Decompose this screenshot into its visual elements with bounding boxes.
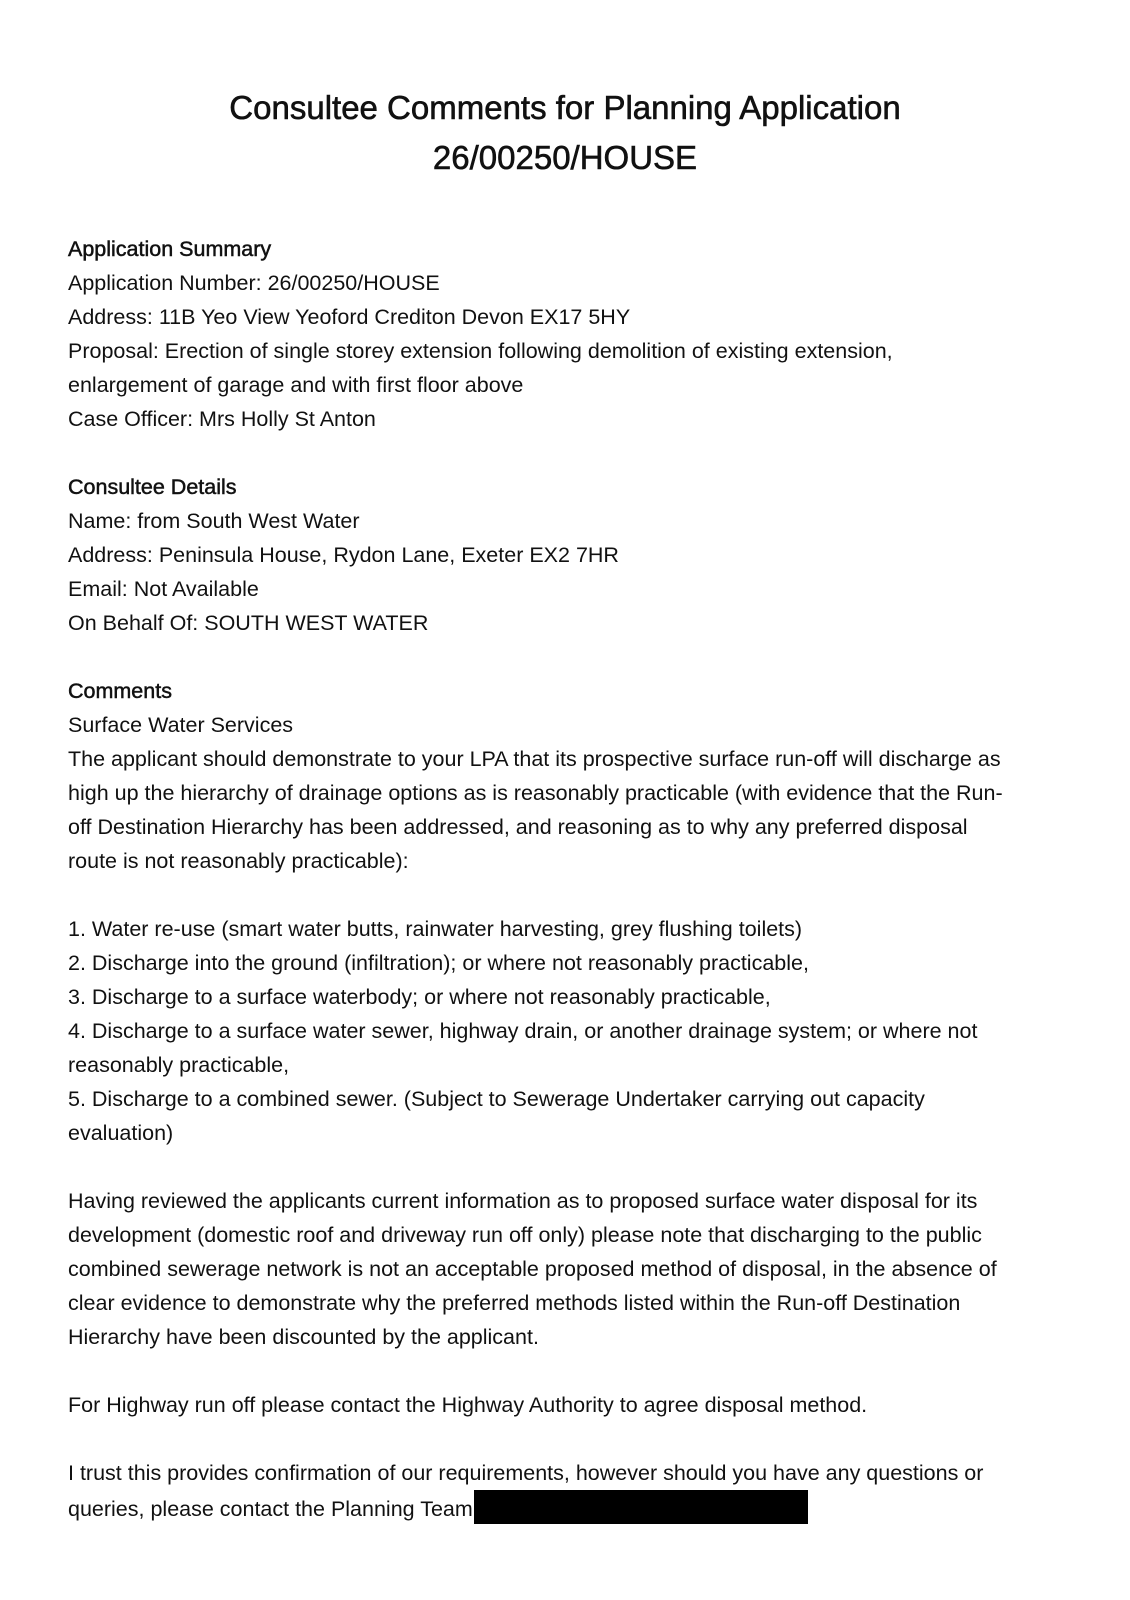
page-title [0,83,1130,183]
application-summary-heading: Application Summary [68,237,272,261]
application-number: Application Number: 26/00250/HOUSE [68,271,440,295]
review-line: Having reviewed the applicants current information as to proposed surface water disposal for its [68,1189,978,1213]
review-line: development (domestic roof and driveway run off only) please note that discharging to the public [68,1223,982,1247]
list-item: 1. Water re-use (smart water butts, rainwater harvesting, grey flushing toilets) [68,917,803,941]
intro-line: The applicant should demonstrate to your LPA that its prospective surface run-off will discharge as [68,747,1001,771]
intro-line: high up the hierarchy of drainage options as is reasonably practicable (with evidence that the Run- [68,781,1003,805]
consultee-on-behalf-of: On Behalf Of: SOUTH WEST WATER [68,611,429,635]
consultee-address: Address: Peninsula House, Rydon Lane, Exeter EX2 7HR [68,543,619,567]
consultee-details-heading: Consultee Details [68,475,237,499]
comments-subheading: Surface Water Services [68,713,294,737]
consultee-name: Name: from South West Water [68,509,360,533]
document-body [68,232,1068,1526]
title-line-2: 26/00250/HOUSE [432,139,698,176]
application-summary-section [68,232,1068,436]
spacer [68,436,1068,470]
review-paragraph [68,1184,1068,1354]
list-item: 4. Discharge to a surface water sewer, highway drain, or another drainage system; or where not [68,1019,978,1043]
comments-section [68,674,1068,1526]
proposal-line-1: Proposal: Erection of single storey extension following demolition of existing extension, [68,339,893,363]
list-item: 2. Discharge into the ground (infiltration); or where not reasonably practicable, [68,951,809,975]
highway-paragraph: For Highway run off please contact the Highway Authority to agree disposal method. [68,1393,868,1417]
review-line: Hierarchy have been discounted by the applicant. [68,1325,539,1349]
list-item: 5. Discharge to a combined sewer. (Subject to Sewerage Undertaker carrying out capacity [68,1087,925,1111]
review-line: clear evidence to demonstrate why the preferred methods listed within the Run-off Destination [68,1291,961,1315]
redaction-block [474,1490,808,1524]
spacer [68,1150,1068,1184]
list-item: reasonably practicable, [68,1053,290,1077]
case-officer: Case Officer: Mrs Holly St Anton [68,407,376,431]
application-address: Address: 11B Yeo View Yeoford Crediton Devon EX17 5HY [68,305,631,329]
title-line-1: Consultee Comments for Planning Application [229,89,901,126]
spacer [68,640,1068,674]
spacer [68,1354,1068,1388]
spacer [68,878,1068,912]
spacer [68,1422,1068,1456]
closing-line-2-wrapper [68,1490,1068,1526]
closing-line-1: I trust this provides confirmation of our requirements, however should you have any questions or [68,1461,984,1485]
list-item: 3. Discharge to a surface waterbody; or where not reasonably practicable, [68,985,771,1009]
closing-paragraph [68,1456,1068,1526]
list-item: evaluation) [68,1121,174,1145]
drainage-hierarchy-list [68,912,1068,1150]
closing-line-2: queries, please contact the Planning Team [68,1497,473,1521]
proposal-line-2: enlargement of garage and with first floor above [68,373,524,397]
intro-line: route is not reasonably practicable): [68,849,409,873]
review-line: combined sewerage network is not an acceptable proposed method of disposal, in the absence of [68,1257,997,1281]
comments-heading: Comments [68,679,172,703]
consultee-details-section [68,470,1068,640]
consultee-email: Email: Not Available [68,577,259,601]
intro-line: off Destination Hierarchy has been addressed, and reasoning as to why any preferred disposal [68,815,968,839]
